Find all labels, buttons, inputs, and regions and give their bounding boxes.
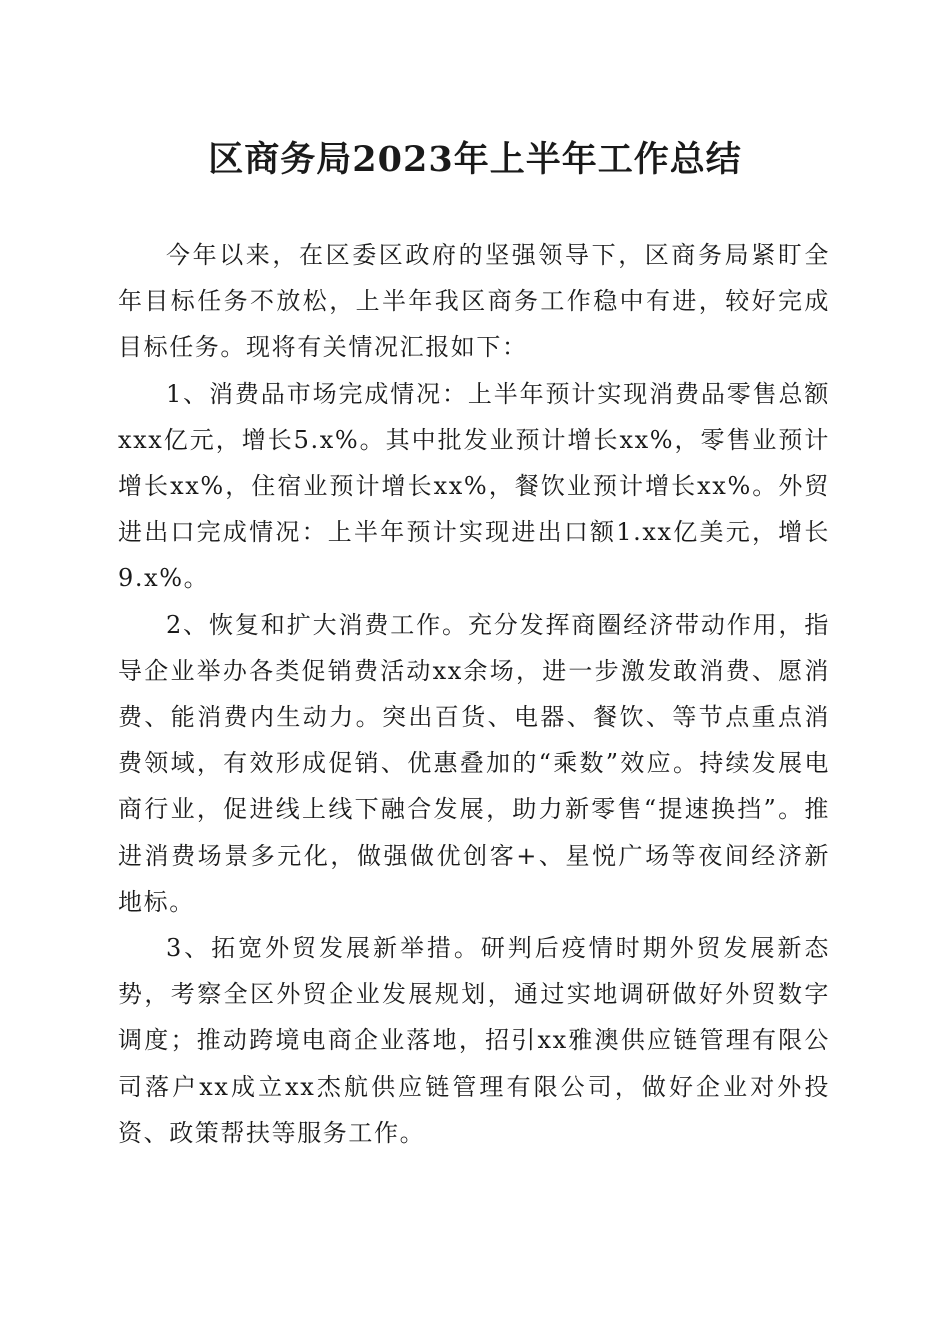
document-body bbox=[118, 232, 830, 1156]
consumer-market-paragraph: 1、消费品市场完成情况：上半年预计实现消费品零售总额xxx亿元，增长5.x%。其中批发业预计增长xx%，零售业预计增长xx%，住宿业预计增长xx%，餐饮业预计增长xx%。外贸进出口完成情况：上半年预计实现进出口额1.xx亿美元，增长9.x%。 bbox=[118, 379, 830, 593]
document-title: 区商务局2023年上半年工作总结 bbox=[208, 139, 742, 180]
consumption-recovery-paragraph: 2、恢复和扩大消费工作。充分发挥商圈经济带动作用，指导企业举办各类促销费活动xx余场，进一步激发敢消费、愿消费、能消费内生动力。突出百货、电器、餐饮、等节点重点消费领域，有效形成促销、优惠叠加的“乘数”效应。持续发展电商行业，促进线上线下融合发展，助力新零售“提速换挡”。推进消费场景多元化，做强做优创客+、星悦广场等夜间经济新地标。 bbox=[118, 610, 830, 916]
intro-paragraph: 今年以来，在区委区政府的坚强领导下，区商务局紧盯全年目标任务不放松，上半年我区商务工作稳中有进，较好完成目标任务。现将有关情况汇报如下： bbox=[118, 241, 830, 362]
foreign-trade-paragraph: 3、拓宽外贸发展新举措。研判后疫情时期外贸发展新态势，考察全区外贸企业发展规划，通过实地调研做好外贸数字调度；推动跨境电商企业落地，招引xx雅澳供应链管理有限公司落户xx成立xx杰航供应链管理有限公司，做好企业对外投资、政策帮扶等服务工作。 bbox=[118, 934, 830, 1147]
